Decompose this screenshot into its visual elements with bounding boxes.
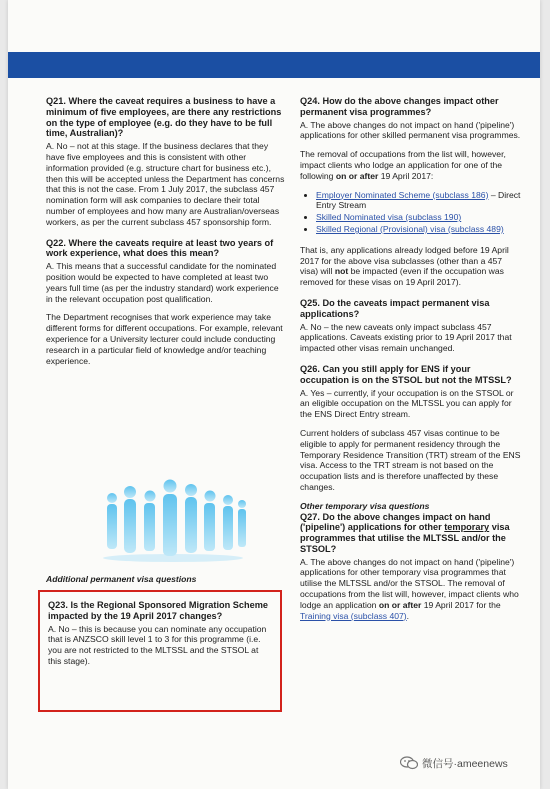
q26-block (300, 364, 522, 493)
q23-answer: A. No – this is because you can nominate any occupation that is ANZSCO skill level 1 to 3 for this programme (i.e. you are not restricted to the MLTSSL and the STSOL at this stage). (48, 623, 267, 666)
q21-question: Q21. Where the caveat requires a business to have a minimum of five employees, are there any restrictions on the type of employee (e.g. do they have to be full time, Australian)? (46, 96, 282, 139)
right-column (300, 96, 522, 629)
q27-answer-post: . (406, 610, 410, 621)
q21-block (46, 96, 286, 228)
q24-answer-2-bold: on or after (335, 170, 379, 181)
q25-block (300, 298, 522, 354)
q24-block (300, 96, 522, 288)
q24-answer: A. The above changes do not impact on hand ('pipeline') applications for other skilled permanent visa programmes. (300, 119, 521, 141)
q22-answer-2: The Department recognises that work experience may take different forms for different occupations. For example, relevant experience for a University lecturer could include conducting research in a particular field of knowledge and/or teaching experience. (46, 312, 283, 366)
list-item-rest: – Direct Entry Stream (316, 189, 521, 211)
additional-permanent-visa-label: Additional permanent visa questions (46, 574, 197, 584)
q24-answer-2-pre: The removal of occupations from the list will, however, impact clients who lodge an application for one of the following (300, 149, 506, 181)
list-item (316, 190, 522, 212)
q27-question-post: visa programmes that utilise the MLTSSL and/or the STSOL? (300, 522, 510, 554)
q27-question-pre: Q27. Do the above changes impact on hand ('pipeline') applications for other (300, 511, 491, 533)
q24-visa-list (300, 190, 522, 235)
q25-answer: A. No – the new caveats only impact subclass 457 applications. Caveats existing prior to 19 April 2017 that impacted other visas remain unchanged. (300, 321, 512, 354)
q24-question: Q24. How do the above changes impact other permanent visa programmes? (300, 96, 499, 117)
q27-answer-bold: on or after (378, 599, 422, 610)
q26-question: Q26. Can you still apply for ENS if your occupation is on the STSOL but not the MTSSL? (300, 363, 512, 385)
skilled-regional-visa-link[interactable]: Skilled Regional (Provisional) visa (subclass 489) (316, 223, 504, 234)
q23-question: Q23. Is the Regional Sponsored Migration Scheme impacted by the 19 April 2017 changes? (48, 600, 269, 621)
header-bar (8, 52, 540, 78)
q27-block (300, 512, 522, 622)
left-column (46, 96, 286, 374)
wechat-icon (400, 756, 418, 770)
q22-answer: A. This means that a successful candidate for the nominated position would be expected to have completed at least two years full time (as per the industry standard) work experience in the relevant occupation post qualification. (46, 261, 279, 304)
q22-question: Q22. Where the caveats require at least two years of work experience, what does this mean? (46, 237, 274, 259)
q24-answer-3-post: be impacted (even if the occupation was removed for these visas on 19 April 2017). (300, 266, 504, 288)
people-silhouettes-image (98, 468, 248, 563)
people-silhouettes-graphic (98, 468, 248, 563)
q22-block (46, 238, 286, 367)
q24-answer-2 (300, 149, 522, 181)
q24-answer-3-bold: not (334, 266, 349, 277)
wechat-watermark (400, 754, 508, 772)
q27-question-underlined: temporary (444, 522, 490, 533)
q27-answer-mid: 19 April 2017 for the (421, 599, 501, 610)
q26-answer-2: Current holders of subclass 457 visas continue to be eligible to apply for permanent residency through the Temporary Residence Transition (TRT) stream of the ENS visa. Access to the TRT stream is not based on the occupation lists and is therefore unaffected by these changes. (300, 427, 521, 492)
q24-answer-2-post: 19 April 2017: (378, 170, 434, 181)
skilled-nominated-visa-link[interactable]: Skilled Nominated visa (subclass 190) (316, 212, 462, 223)
q24-answer-3 (300, 245, 522, 288)
q23-block (48, 600, 274, 675)
q21-answer: A. No – not at this stage. If the business declares that they have five employees and this is consistent with other information provided (e.g. structure chart for business etc.), then this will be accepted unless the Department has concerns that this is not the case. From 1 July 2017, the subclass 457 nomination form will ask companies to declare their total number of employees and how many are Australian/overseas workers, as per the current subclass 457 sponsorship form. (46, 141, 285, 227)
q25-question: Q25. Do the caveats impact permanent visa applications? (300, 297, 490, 319)
document-page (8, 0, 540, 789)
q24-answer-3-pre: That is, any applications already lodged before 19 April 2017 for the above visa subclasses (other than a 457 visa) will (300, 244, 509, 277)
watermark-text: 微信号·ameenews (422, 757, 508, 770)
q27-answer (300, 557, 522, 622)
list-item (316, 224, 522, 235)
q26-answer: A. Yes – currently, if your occupation is on the STSOL or an eligible occupation on the MLTSSL you can apply for the ENS Direct Entry stream. (300, 387, 514, 420)
employer-nominated-scheme-link[interactable]: Employer Nominated Scheme (subclass 186) (316, 189, 489, 200)
list-item (316, 212, 522, 223)
training-visa-link[interactable]: Training visa (subclass 407) (300, 610, 407, 621)
q27-answer-pre: A. The above changes do not impact on hand ('pipeline') applications for other temporary visa programmes that utilise the MLTSSL and/or the STSOL. The removal of occupations from the list will, however, impact clients who lodge an application (300, 556, 519, 610)
q27-question (300, 512, 522, 555)
other-temporary-visa-label: Other temporary visa questions (300, 500, 430, 511)
